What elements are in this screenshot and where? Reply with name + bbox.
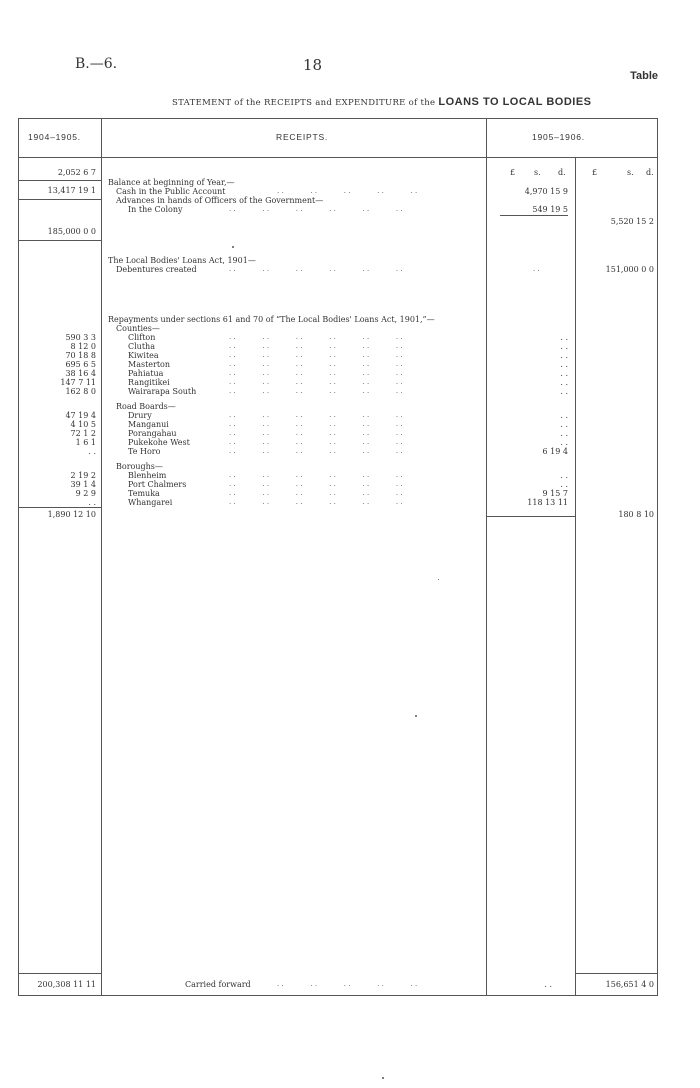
dot-leader: . . . . . . . . . . . . <box>229 447 403 455</box>
dot-leader: . . . . . . . . . . . . <box>229 429 403 437</box>
currency-pound-1: £ <box>510 168 516 177</box>
row-prev-amount: . . <box>88 447 96 456</box>
table-top-rule <box>18 118 658 119</box>
row-current-amount: . . <box>560 480 568 489</box>
title-bold: LOANS TO LOCAL BODIES <box>438 96 592 108</box>
dot-leader: . . . . . . . . . . . . <box>229 498 403 506</box>
row-prev-amount: 47 19 4 <box>65 411 96 420</box>
table-bottom-rule <box>18 995 658 996</box>
row-current-amount: 118 13 11 <box>527 498 568 507</box>
document-reference: B.—6. <box>75 56 118 72</box>
row-name: Masterton <box>128 360 171 369</box>
statement-title <box>172 96 592 108</box>
row-name: Clutha <box>128 342 155 351</box>
act-heading: The Local Bodies' Loans Act, 1901— <box>108 256 256 265</box>
right-border <box>657 118 658 995</box>
row-name: Rangitikei <box>128 378 170 387</box>
row-prev-amount: 39 1 4 <box>70 480 96 489</box>
row-current-amount: . . <box>560 429 568 438</box>
row-prev-amount: 162 8 0 <box>65 387 96 396</box>
row-name: Kiwitea <box>128 351 159 360</box>
row-current-amount: 9 15 7 <box>542 489 568 498</box>
header-bottom-rule <box>18 157 658 158</box>
row-prev-amount: 8 12 0 <box>70 342 96 351</box>
balance-total: 5,520 15 2 <box>610 217 654 226</box>
row-name: Drury <box>128 411 152 420</box>
currency-pound-2: £ <box>592 168 598 177</box>
row-prev-amount: 1 6 1 <box>75 438 96 447</box>
dot-leader: . . . . . . . . . . . . <box>229 387 403 395</box>
debentures-amount: 151,000 0 0 <box>605 265 654 274</box>
row-name: Temuka <box>128 489 160 498</box>
currency-pence-1: d. <box>558 168 566 177</box>
cur-rule-4 <box>486 516 575 517</box>
row-prev-amount: . . <box>88 498 96 507</box>
row-current-amount: . . <box>560 351 568 360</box>
currency-shilling-1: s. <box>534 168 541 177</box>
row-name: Te Horo <box>128 447 161 456</box>
prev-rule-4 <box>18 507 101 508</box>
carried-forward-amount: 156,651 4 0 <box>605 980 654 989</box>
carried-forward-mid: . . <box>544 980 552 989</box>
cash-amount: 4,970 15 9 <box>524 187 568 196</box>
boroughs-heading: Boroughs— <box>116 462 163 471</box>
title-prefix: STATEMENT of the RECEIPTS and EXPENDITURE of the <box>172 98 436 108</box>
col-header-right-year: 1905–1906. <box>532 132 585 142</box>
balance-heading: Balance at beginning of Year,— <box>108 178 235 187</box>
repayments-heading: Repayments under sections 61 and 70 of “The Local Bodies' Loans Act, 1901,”— <box>108 315 435 324</box>
row-name: Porangahau <box>128 429 177 438</box>
row-current-amount: . . <box>560 411 568 420</box>
row-prev-amount: 9 2 9 <box>75 489 96 498</box>
left-border <box>18 118 19 995</box>
carried-forward-prev-amount: 200,308 11 11 <box>37 980 96 989</box>
road-boards-heading: Road Boards— <box>116 402 176 411</box>
currency-shilling-2: s. <box>627 168 634 177</box>
act-prev-amount: 185,000 0 0 <box>47 227 96 236</box>
dot-leader: . . . . . . . . . . . . <box>229 351 403 359</box>
row-name: Whangarei <box>128 498 173 507</box>
dot-leader: . . . . . . . . . . . . <box>229 438 403 446</box>
dot-leader: . . . . . . . . . . . . <box>229 480 403 488</box>
row-prev-amount: 695 6 5 <box>65 360 96 369</box>
col-divider-1 <box>101 118 102 995</box>
dot-leader: . . . . . . . . . . . . <box>229 411 403 419</box>
col-divider-3 <box>575 157 576 995</box>
dot-leader: . . . . . . . . . . . . <box>229 333 403 341</box>
dot-leader: . . . . . . . . . . . . <box>229 360 403 368</box>
advances-label: Advances in hands of Officers of the Government— <box>116 196 324 205</box>
cash-label: Cash in the Public Account <box>116 187 226 196</box>
prev-rule-1 <box>18 180 101 181</box>
row-current-amount: . . <box>560 420 568 429</box>
prev-rule-2 <box>18 199 101 200</box>
dot-leader: . . . . . . . . . . . . <box>229 342 403 350</box>
dot-leader: . . . . . . . . . . . . <box>229 489 403 497</box>
repayments-total: 180 8 10 <box>618 510 654 519</box>
print-speck-2 <box>438 579 439 580</box>
col-header-left-year: 1904–1905. <box>28 132 81 142</box>
row-current-amount: . . <box>560 342 568 351</box>
prev-rule-3 <box>18 240 101 241</box>
row-name: Wairarapa South <box>128 387 197 396</box>
col-header-receipts: RECEIPTS. <box>276 132 329 142</box>
row-prev-amount: 72 1 2 <box>70 429 96 438</box>
row-current-amount: . . <box>560 369 568 378</box>
prev-opening-amount: 2,052 6 7 <box>57 168 96 177</box>
counties-heading: Counties— <box>116 324 160 333</box>
row-prev-amount: 38 16 4 <box>65 369 96 378</box>
print-speck-3 <box>415 715 417 717</box>
row-name: Manganui <box>128 420 169 429</box>
row-name: Pahiatua <box>128 369 164 378</box>
subtotal-rule <box>500 215 568 216</box>
dot-leader: . . . . . . . . . . . . <box>229 420 403 428</box>
table-label: Table <box>630 70 658 82</box>
repayments-prev-total: 1,890 12 10 <box>47 510 96 519</box>
row-current-amount: . . <box>560 360 568 369</box>
row-current-amount: . . <box>560 438 568 447</box>
row-current-amount: . . <box>560 378 568 387</box>
row-current-amount: . . <box>560 333 568 342</box>
row-name: Port Chalmers <box>128 480 187 489</box>
row-prev-amount: 590 3 3 <box>65 333 96 342</box>
page-number: 18 <box>303 56 323 74</box>
row-current-amount: . . <box>560 471 568 480</box>
row-name: Blenheim <box>128 471 167 480</box>
currency-pence-2: d. <box>646 168 654 177</box>
row-name: Pukekohe West <box>128 438 190 447</box>
dot-leader: . . . . . . . . . . . . <box>229 369 403 377</box>
dot-leader: . . . . . . . . . . . . <box>229 471 403 479</box>
row-prev-amount: 70 18 8 <box>65 351 96 360</box>
footer-prev-rule <box>18 973 101 974</box>
prev-cash-amount: 13,417 19 1 <box>47 186 96 195</box>
colony-label: In the Colony <box>128 205 183 214</box>
footer-cur-rule <box>575 973 657 974</box>
colony-amount: 549 19 5 <box>532 205 568 214</box>
print-speck-1 <box>232 246 234 248</box>
row-prev-amount: 147 7 11 <box>60 378 96 387</box>
dot-leader: . . . . . . . . . . . . <box>229 378 403 386</box>
row-name: Clifton <box>128 333 156 342</box>
print-speck-4 <box>382 1077 384 1079</box>
col-divider-2 <box>486 118 487 995</box>
row-current-amount: 6 19 4 <box>542 447 568 456</box>
row-prev-amount: 2 19 2 <box>70 471 96 480</box>
carried-forward-label: Carried forward <box>185 980 251 989</box>
row-current-amount: . . <box>560 387 568 396</box>
debentures-label: Debentures created <box>116 265 197 274</box>
row-prev-amount: 4 10 5 <box>70 420 96 429</box>
